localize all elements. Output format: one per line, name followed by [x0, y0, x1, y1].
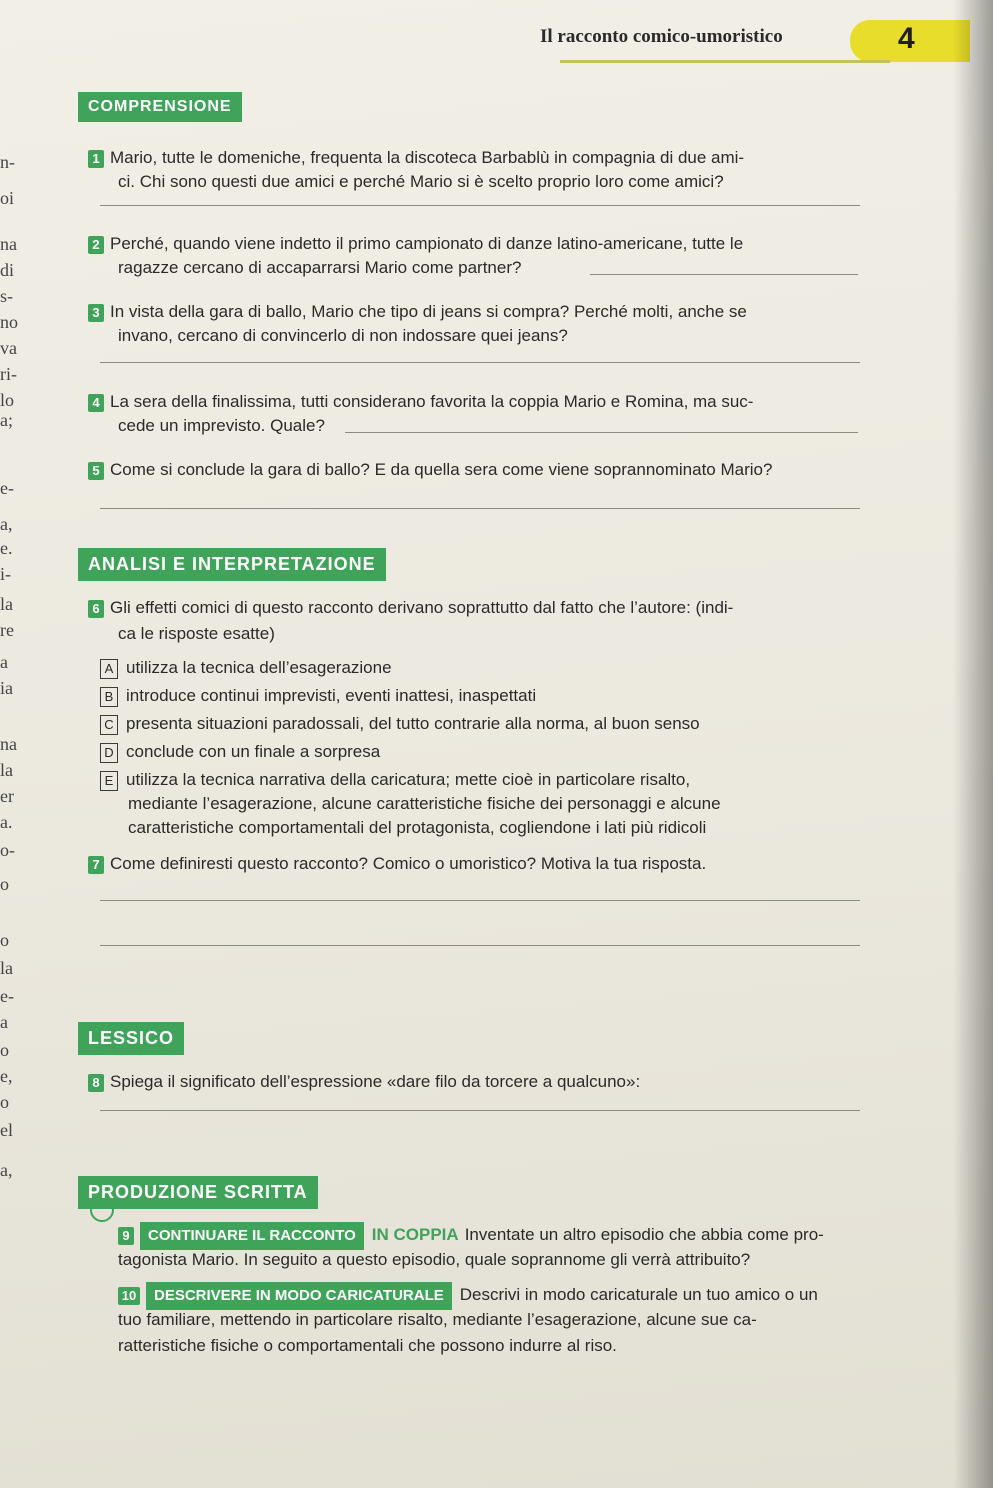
task-label: CONTINUARE IL RACCONTO	[140, 1222, 364, 1250]
margin-fragment: va	[0, 338, 17, 358]
question-1-line2: ci. Chi sono questi due amici e perché Mario si è scelto proprio loro come amici?	[118, 172, 724, 191]
question-text: In vista della gara di ballo, Mario che tipo di jeans si compra? Perché molti, anche se	[110, 302, 747, 321]
section-comprensione: COMPRENSIONE	[78, 92, 242, 122]
option-letter[interactable]: D	[100, 743, 118, 763]
running-header-title: Il racconto comico-umoristico	[540, 26, 783, 47]
answer-line-7b[interactable]	[100, 945, 860, 946]
question-text: Perché, quando viene indetto il primo campionato di danze latino-americane, tutte le	[110, 234, 744, 253]
margin-fragment: oi	[0, 188, 15, 208]
margin-fragment: a,	[0, 1160, 13, 1180]
margin-fragment: o	[0, 1040, 9, 1060]
margin-fragment: e-	[0, 478, 14, 498]
margin-fragment: el	[0, 1120, 13, 1140]
answer-line-8[interactable]	[100, 1110, 860, 1111]
answer-line-4[interactable]	[345, 432, 858, 433]
option-c[interactable]	[100, 712, 700, 736]
question-4	[88, 390, 753, 414]
option-text: introduce continui imprevisti, eventi inattesi, inaspettati	[126, 686, 537, 705]
margin-fragment: la	[0, 958, 13, 978]
answer-line-2[interactable]	[590, 274, 858, 275]
margin-fragment: o	[0, 1092, 9, 1112]
margin-fragment: lo	[0, 390, 15, 410]
section-lessico: LESSICO	[78, 1022, 184, 1055]
question-3-line2: invano, cercano di convincerlo di non indossare quei jeans?	[118, 326, 568, 345]
option-text: utilizza la tecnica dell’esagerazione	[126, 658, 392, 677]
pair-label: IN COPPIA	[371, 1225, 459, 1244]
margin-fragment: ia	[0, 678, 13, 698]
question-text: Come si conclude la gara di ballo? E da quella sera come viene soprannominato Mario?	[110, 460, 773, 479]
margin-fragment: o	[0, 874, 9, 894]
chapter-number: 4	[898, 22, 915, 55]
answer-line-7a[interactable]	[100, 900, 860, 901]
question-text: Spiega il significato dell’espressione «dare filo da torcere a qualcuno»:	[110, 1072, 641, 1091]
option-text: presenta situazioni paradossali, del tutto contrarie alla norma, al buon senso	[126, 714, 700, 733]
question-10-line3: ratteristiche fisiche o comportamentali che possono indurre al riso.	[118, 1336, 617, 1355]
option-b[interactable]	[100, 684, 536, 708]
question-1	[88, 146, 744, 170]
question-6-line2: ca le risposte esatte)	[118, 624, 275, 643]
section-analisi: ANALISI E INTERPRETAZIONE	[78, 548, 386, 581]
option-letter[interactable]: C	[100, 715, 118, 735]
question-8	[88, 1070, 640, 1094]
question-number: 10	[118, 1287, 140, 1305]
question-text: Come definiresti questo racconto? Comico o umoristico? Motiva la tua risposta.	[110, 854, 707, 873]
option-e-line3: caratteristiche comportamentali del protagonista, cogliendone i lati più ridicoli	[128, 818, 707, 837]
margin-fragment: e-	[0, 986, 14, 1006]
margin-fragment: na	[0, 734, 17, 754]
margin-fragment: ri-	[0, 364, 17, 384]
question-number: 8	[88, 1074, 104, 1092]
margin-fragment: di	[0, 260, 15, 280]
margin-fragment: la	[0, 594, 13, 614]
question-number: 3	[88, 304, 104, 322]
answer-line-1[interactable]	[100, 205, 860, 206]
margin-fragment: o	[0, 930, 9, 950]
margin-fragment: la	[0, 760, 13, 780]
question-7	[88, 852, 706, 876]
option-e[interactable]	[100, 768, 690, 792]
option-text: conclude con un finale a sorpresa	[126, 742, 381, 761]
question-number: 5	[88, 462, 104, 480]
margin-fragment: re	[0, 620, 14, 640]
question-10	[118, 1282, 818, 1310]
question-text: Descrivi in modo caricaturale un tuo amico o un	[459, 1285, 818, 1304]
margin-fragment: s-	[0, 286, 13, 306]
question-4-line2: cede un imprevisto. Quale?	[118, 416, 325, 435]
question-number: 4	[88, 394, 104, 412]
option-a[interactable]	[100, 656, 392, 680]
option-e-line2: mediante l’esagerazione, alcune caratteristiche fisiche dei personaggi e alcune	[128, 794, 721, 813]
question-number: 9	[118, 1227, 134, 1245]
margin-fragment: a;	[0, 410, 13, 430]
page-edge-shadow	[953, 0, 993, 1488]
question-number: 2	[88, 236, 104, 254]
answer-line-5[interactable]	[100, 508, 860, 509]
question-3	[88, 300, 747, 324]
question-text: La sera della finalissima, tutti considerano favorita la coppia Mario e Romina, ma suc-	[110, 392, 754, 411]
question-9-line2: tagonista Mario. In seguito a questo episodio, quale soprannome gli verrà attribuito?	[118, 1250, 751, 1269]
question-6	[88, 596, 733, 620]
margin-fragment: na	[0, 234, 17, 254]
answer-line-3[interactable]	[100, 362, 860, 363]
section-produzione: PRODUZIONE SCRITTA	[78, 1176, 318, 1209]
margin-fragment: n-	[0, 152, 15, 172]
option-d[interactable]	[100, 740, 380, 764]
margin-fragment: a,	[0, 514, 13, 534]
question-number: 7	[88, 856, 104, 874]
option-letter[interactable]: B	[100, 687, 118, 707]
question-10-line2: tuo familiare, mettendo in particolare risalto, mediante l’esagerazione, alcune sue ca-	[118, 1310, 757, 1329]
question-2-line2: ragazze cercano di accaparrarsi Mario come partner?	[118, 258, 522, 277]
margin-fragment: o-	[0, 840, 15, 860]
question-5	[88, 458, 772, 482]
question-text: Gli effetti comici di questo racconto derivano soprattutto dal fatto che l’autore: (indi-	[110, 598, 734, 617]
option-letter[interactable]: A	[100, 659, 118, 679]
margin-fragment: e.	[0, 538, 13, 558]
margin-fragment: a	[0, 1012, 8, 1032]
question-number: 6	[88, 600, 104, 618]
question-9	[118, 1222, 824, 1250]
pair-work-icon	[90, 1198, 114, 1222]
margin-fragment: er	[0, 786, 14, 806]
margin-fragment: a.	[0, 812, 13, 832]
question-text: Mario, tutte le domeniche, frequenta la discoteca Barbablù in compagnia di due ami-	[110, 148, 745, 167]
margin-fragment: no	[0, 312, 18, 332]
margin-fragment: e,	[0, 1066, 13, 1086]
question-number: 1	[88, 150, 104, 168]
question-text: Inventate un altro episodio che abbia come pro-	[464, 1225, 824, 1244]
option-text: utilizza la tecnica narrativa della caricatura; mette cioè in particolare risalto,	[126, 770, 691, 789]
margin-fragment: i-	[0, 564, 11, 584]
task-label: DESCRIVERE IN MODO CARICATURALE	[146, 1282, 452, 1310]
margin-fragment: a	[0, 652, 8, 672]
option-letter[interactable]: E	[100, 771, 118, 791]
header-rule	[560, 60, 890, 63]
question-2	[88, 232, 743, 256]
